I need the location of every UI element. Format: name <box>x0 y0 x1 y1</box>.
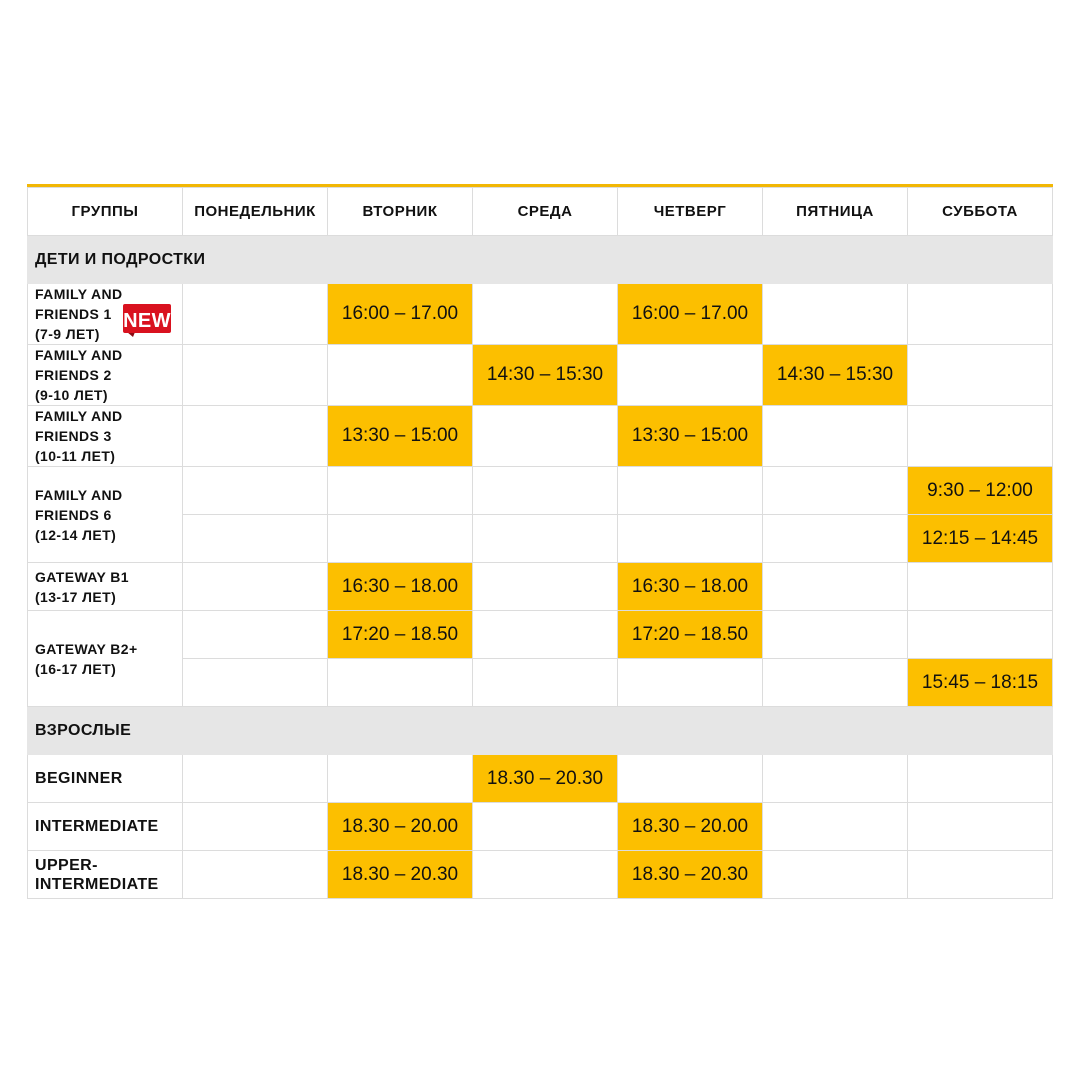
slot-empty <box>618 467 763 515</box>
new-badge <box>121 303 173 337</box>
group-name-line2: INTERMEDIATE <box>35 875 159 893</box>
slot-empty <box>763 467 908 515</box>
header-row <box>28 188 1053 236</box>
group-name-line1: BEGINNER <box>35 770 123 787</box>
slot-empty <box>763 406 908 467</box>
slot-empty <box>908 345 1053 406</box>
group-upper-intermediate <box>28 851 183 899</box>
header-wednesday: СРЕДА <box>473 188 618 236</box>
slot-empty <box>763 755 908 803</box>
slot-empty <box>473 406 618 467</box>
slot-empty <box>908 284 1053 345</box>
group-age: (7-9 ЛЕТ) <box>35 326 100 342</box>
table-row <box>28 563 1053 611</box>
header-thursday: ЧЕТВЕРГ <box>618 188 763 236</box>
table-row <box>28 345 1053 406</box>
slot-empty <box>473 659 618 707</box>
slot-empty <box>183 755 328 803</box>
slot-empty <box>183 406 328 467</box>
slot-upper-intermediate-thursday: 18.30 – 20.30 <box>618 851 763 899</box>
slot-empty <box>763 611 908 659</box>
group-age: (12-14 ЛЕТ) <box>35 526 117 543</box>
table-row <box>28 284 1053 345</box>
slot-empty <box>328 345 473 406</box>
slot-empty <box>618 659 763 707</box>
group-name-line2: FRIENDS 1 <box>35 306 112 322</box>
slot-gb1-thursday: 16:30 – 18.00 <box>618 563 763 611</box>
group-gateway-b2-plus <box>28 611 183 707</box>
slot-ff6-saturday-1: 9:30 – 12:00 <box>908 467 1053 515</box>
slot-empty <box>763 515 908 563</box>
slot-empty <box>908 803 1053 851</box>
section-title-adults: ВЗРОСЛЫЕ <box>28 707 1053 755</box>
group-intermediate <box>28 803 183 851</box>
slot-empty <box>183 563 328 611</box>
slot-empty <box>183 803 328 851</box>
table-row <box>28 803 1053 851</box>
slot-empty <box>618 755 763 803</box>
slot-upper-intermediate-tuesday: 18.30 – 20.30 <box>328 851 473 899</box>
group-gateway-b1 <box>28 563 183 611</box>
group-name-line1: FAMILY AND <box>35 408 123 424</box>
slot-gb1-tuesday: 16:30 – 18.00 <box>328 563 473 611</box>
slot-gb2-tuesday: 17:20 – 18.50 <box>328 611 473 659</box>
slot-gb2-saturday: 15:45 – 18:15 <box>908 659 1053 707</box>
schedule <box>27 184 1053 899</box>
slot-empty <box>763 563 908 611</box>
group-name-line1: UPPER- <box>35 856 98 874</box>
slot-empty <box>328 515 473 563</box>
section-title-kids: ДЕТИ И ПОДРОСТКИ <box>28 236 1053 284</box>
group-age: (10-11 ЛЕТ) <box>35 448 116 464</box>
table-row <box>28 406 1053 467</box>
slot-ff1-tuesday: 16:00 – 17.00 <box>328 284 473 345</box>
table-row <box>28 611 1053 659</box>
slot-empty <box>618 515 763 563</box>
slot-empty <box>473 803 618 851</box>
slot-empty <box>183 284 328 345</box>
slot-ff2-friday: 14:30 – 15:30 <box>763 345 908 406</box>
table-row <box>28 755 1053 803</box>
header-friday: ПЯТНИЦА <box>763 188 908 236</box>
group-family-friends-2 <box>28 345 183 406</box>
slot-intermediate-thursday: 18.30 – 20.00 <box>618 803 763 851</box>
group-name-line2: FRIENDS 3 <box>35 428 112 444</box>
slot-empty <box>908 406 1053 467</box>
slot-empty <box>183 851 328 899</box>
group-name-line1: GATEWAY B1 <box>35 568 129 585</box>
table-row <box>28 467 1053 515</box>
slot-intermediate-tuesday: 18.30 – 20.00 <box>328 803 473 851</box>
slot-empty <box>328 755 473 803</box>
group-age: (13-17 ЛЕТ) <box>35 588 117 605</box>
slot-ff3-thursday: 13:30 – 15:00 <box>618 406 763 467</box>
schedule-table <box>27 187 1053 899</box>
slot-empty <box>473 611 618 659</box>
slot-empty <box>473 284 618 345</box>
group-name-line2: FRIENDS 6 <box>35 506 112 523</box>
header-tuesday: ВТОРНИК <box>328 188 473 236</box>
group-name-line1: FAMILY AND <box>35 347 123 363</box>
slot-beginner-wednesday: 18.30 – 20.30 <box>473 755 618 803</box>
group-age: (9-10 ЛЕТ) <box>35 387 108 403</box>
group-name-line1: INTERMEDIATE <box>35 818 159 835</box>
slot-empty <box>763 284 908 345</box>
header-monday: ПОНЕДЕЛЬНИК <box>183 188 328 236</box>
slot-empty <box>183 345 328 406</box>
slot-empty <box>328 659 473 707</box>
slot-empty <box>183 515 328 563</box>
slot-ff2-wednesday: 14:30 – 15:30 <box>473 345 618 406</box>
group-name-line1: GATEWAY B2+ <box>35 640 138 657</box>
group-name-line2: FRIENDS 2 <box>35 367 112 383</box>
group-name-line1: FAMILY AND <box>35 286 123 302</box>
slot-empty <box>183 659 328 707</box>
group-family-friends-3 <box>28 406 183 467</box>
slot-empty <box>763 851 908 899</box>
slot-ff6-saturday-2: 12:15 – 14:45 <box>908 515 1053 563</box>
group-family-friends-1 <box>28 284 183 345</box>
slot-empty <box>618 345 763 406</box>
slot-empty <box>473 467 618 515</box>
slot-empty <box>763 803 908 851</box>
table-row <box>28 851 1053 899</box>
header-groups: ГРУППЫ <box>28 188 183 236</box>
group-name-line1: FAMILY AND <box>35 486 123 503</box>
section-row-adults <box>28 707 1053 755</box>
section-row-kids <box>28 236 1053 284</box>
slot-gb2-thursday: 17:20 – 18.50 <box>618 611 763 659</box>
slot-empty <box>328 467 473 515</box>
slot-ff3-tuesday: 13:30 – 15:00 <box>328 406 473 467</box>
slot-empty <box>183 467 328 515</box>
group-age: (16-17 ЛЕТ) <box>35 660 117 677</box>
header-saturday: СУББОТА <box>908 188 1053 236</box>
slot-empty <box>473 515 618 563</box>
slot-empty <box>908 563 1053 611</box>
slot-empty <box>908 851 1053 899</box>
slot-empty <box>473 851 618 899</box>
slot-empty <box>183 611 328 659</box>
badge-text: NEW <box>123 310 171 332</box>
group-beginner <box>28 755 183 803</box>
slot-empty <box>763 659 908 707</box>
slot-empty <box>473 563 618 611</box>
slot-empty <box>908 755 1053 803</box>
slot-ff1-thursday: 16:00 – 17.00 <box>618 284 763 345</box>
slot-empty <box>908 611 1053 659</box>
group-family-friends-6 <box>28 467 183 563</box>
